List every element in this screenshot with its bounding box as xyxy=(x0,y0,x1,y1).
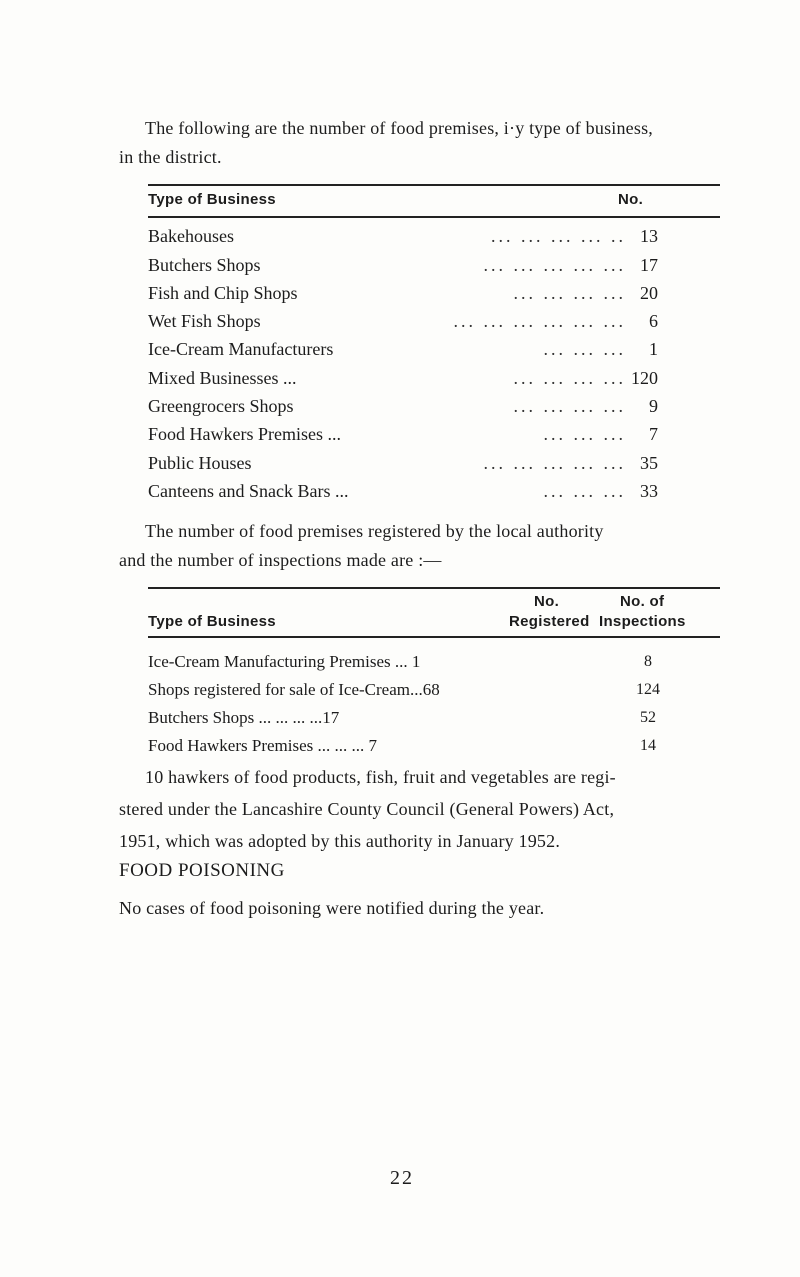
table1-top-rule xyxy=(148,184,720,186)
table-row xyxy=(148,364,658,392)
food-poisoning-heading: FOOD POISONING xyxy=(119,860,285,881)
intro-line-1: The following are the number of food premises, i·y type of business, xyxy=(145,118,653,138)
table-row xyxy=(148,251,658,279)
food-poisoning-paragraph xyxy=(119,894,725,923)
table-row xyxy=(148,477,658,505)
table-row xyxy=(148,731,377,761)
table1-header-no: No. xyxy=(618,191,644,208)
row-value: 13 xyxy=(640,226,658,246)
row-leader: ... ... ... xyxy=(543,339,626,359)
table-row xyxy=(148,279,658,307)
registered-paragraph xyxy=(119,517,725,575)
table-row xyxy=(148,420,658,448)
table-row xyxy=(148,335,658,363)
row-inspections: 8 xyxy=(644,653,652,670)
row-label: Public Houses xyxy=(148,453,252,473)
registered-line-1: The number of food premises registered by the local authority xyxy=(145,521,604,541)
table2-header-inspections-bottom: Inspections xyxy=(599,613,686,630)
row-leader: ... ... ... ... xyxy=(513,283,626,303)
row-label: Food Hawkers Premises ... xyxy=(148,424,341,444)
row-label: Shops registered for sale of Ice-Cream...68 xyxy=(148,680,440,699)
food-poisoning-text: No cases of food poisoning were notified during the year. xyxy=(119,898,545,918)
row-label: Wet Fish Shops xyxy=(148,311,261,331)
row-leader: ... ... ... ... .. xyxy=(491,226,626,246)
table2-header-inspections-top: No. of xyxy=(620,593,665,610)
hawkers-line-1: 10 hawkers of food products, fish, fruit and vegetables are regi- xyxy=(145,767,616,787)
row-label: Butchers Shops ... ... ... ...17 xyxy=(148,708,340,727)
row-label: Greengrocers Shops xyxy=(148,396,294,416)
row-value: 17 xyxy=(640,255,658,275)
hawkers-line-2: stered under the Lancashire County Council (General Powers) Act, xyxy=(119,799,615,819)
row-label: Food Hawkers Premises ... ... ... 7 xyxy=(148,736,378,755)
row-value: 9 xyxy=(649,396,658,416)
table2-header-rule xyxy=(148,636,720,638)
row-value: 20 xyxy=(640,283,658,303)
intro-line-2: in the district. xyxy=(119,147,222,167)
table1-header-rule xyxy=(148,216,720,218)
row-value: 7 xyxy=(649,424,658,444)
table-row xyxy=(148,222,658,250)
table1-header-type: Type of Business xyxy=(148,191,276,208)
table2-header-registered-top: No. xyxy=(534,593,560,610)
table-row xyxy=(148,675,440,705)
page-number: 22 xyxy=(390,1167,414,1189)
row-label: Ice-Cream Manufacturers xyxy=(148,339,334,359)
table2-header-type: Type of Business xyxy=(148,613,276,630)
row-label: Ice-Cream Manufacturing Premises ... 1 xyxy=(148,652,421,671)
row-label: Butchers Shops xyxy=(148,255,261,275)
registered-line-2: and the number of inspections made are :— xyxy=(119,550,442,570)
row-inspections: 52 xyxy=(640,709,656,726)
row-label: Canteens and Snack Bars ... xyxy=(148,481,349,501)
row-value: 1 xyxy=(649,339,658,359)
row-label: Mixed Businesses ... xyxy=(148,368,297,388)
table-row xyxy=(148,703,339,733)
row-inspections: 14 xyxy=(640,737,656,754)
table-row xyxy=(148,307,658,335)
row-leader: ... ... ... ... ... xyxy=(483,255,626,275)
row-leader: ... ... ... ... xyxy=(513,396,626,416)
hawkers-paragraph xyxy=(119,761,725,857)
row-value: 6 xyxy=(649,311,658,331)
row-value: 35 xyxy=(640,453,658,473)
row-value: 120 xyxy=(631,368,658,388)
row-inspections: 124 xyxy=(636,681,660,698)
hawkers-line-3: 1951, which was adopted by this authority in January 1952. xyxy=(119,831,561,851)
table-row xyxy=(148,647,420,677)
intro-paragraph xyxy=(119,114,725,172)
table2-header-registered-bottom: Registered xyxy=(509,613,590,630)
row-leader: ... ... ... xyxy=(543,481,626,501)
table2-top-rule xyxy=(148,587,720,589)
table-row xyxy=(148,449,658,477)
row-label: Fish and Chip Shops xyxy=(148,283,298,303)
table-row xyxy=(148,392,658,420)
row-leader: ... ... ... ... ... ... xyxy=(453,311,626,331)
row-leader: ... ... ... xyxy=(543,424,626,444)
row-leader: ... ... ... ... ... xyxy=(483,453,626,473)
row-leader: ... ... ... ... xyxy=(513,368,626,388)
row-label: Bakehouses xyxy=(148,226,234,246)
row-value: 33 xyxy=(640,481,658,501)
